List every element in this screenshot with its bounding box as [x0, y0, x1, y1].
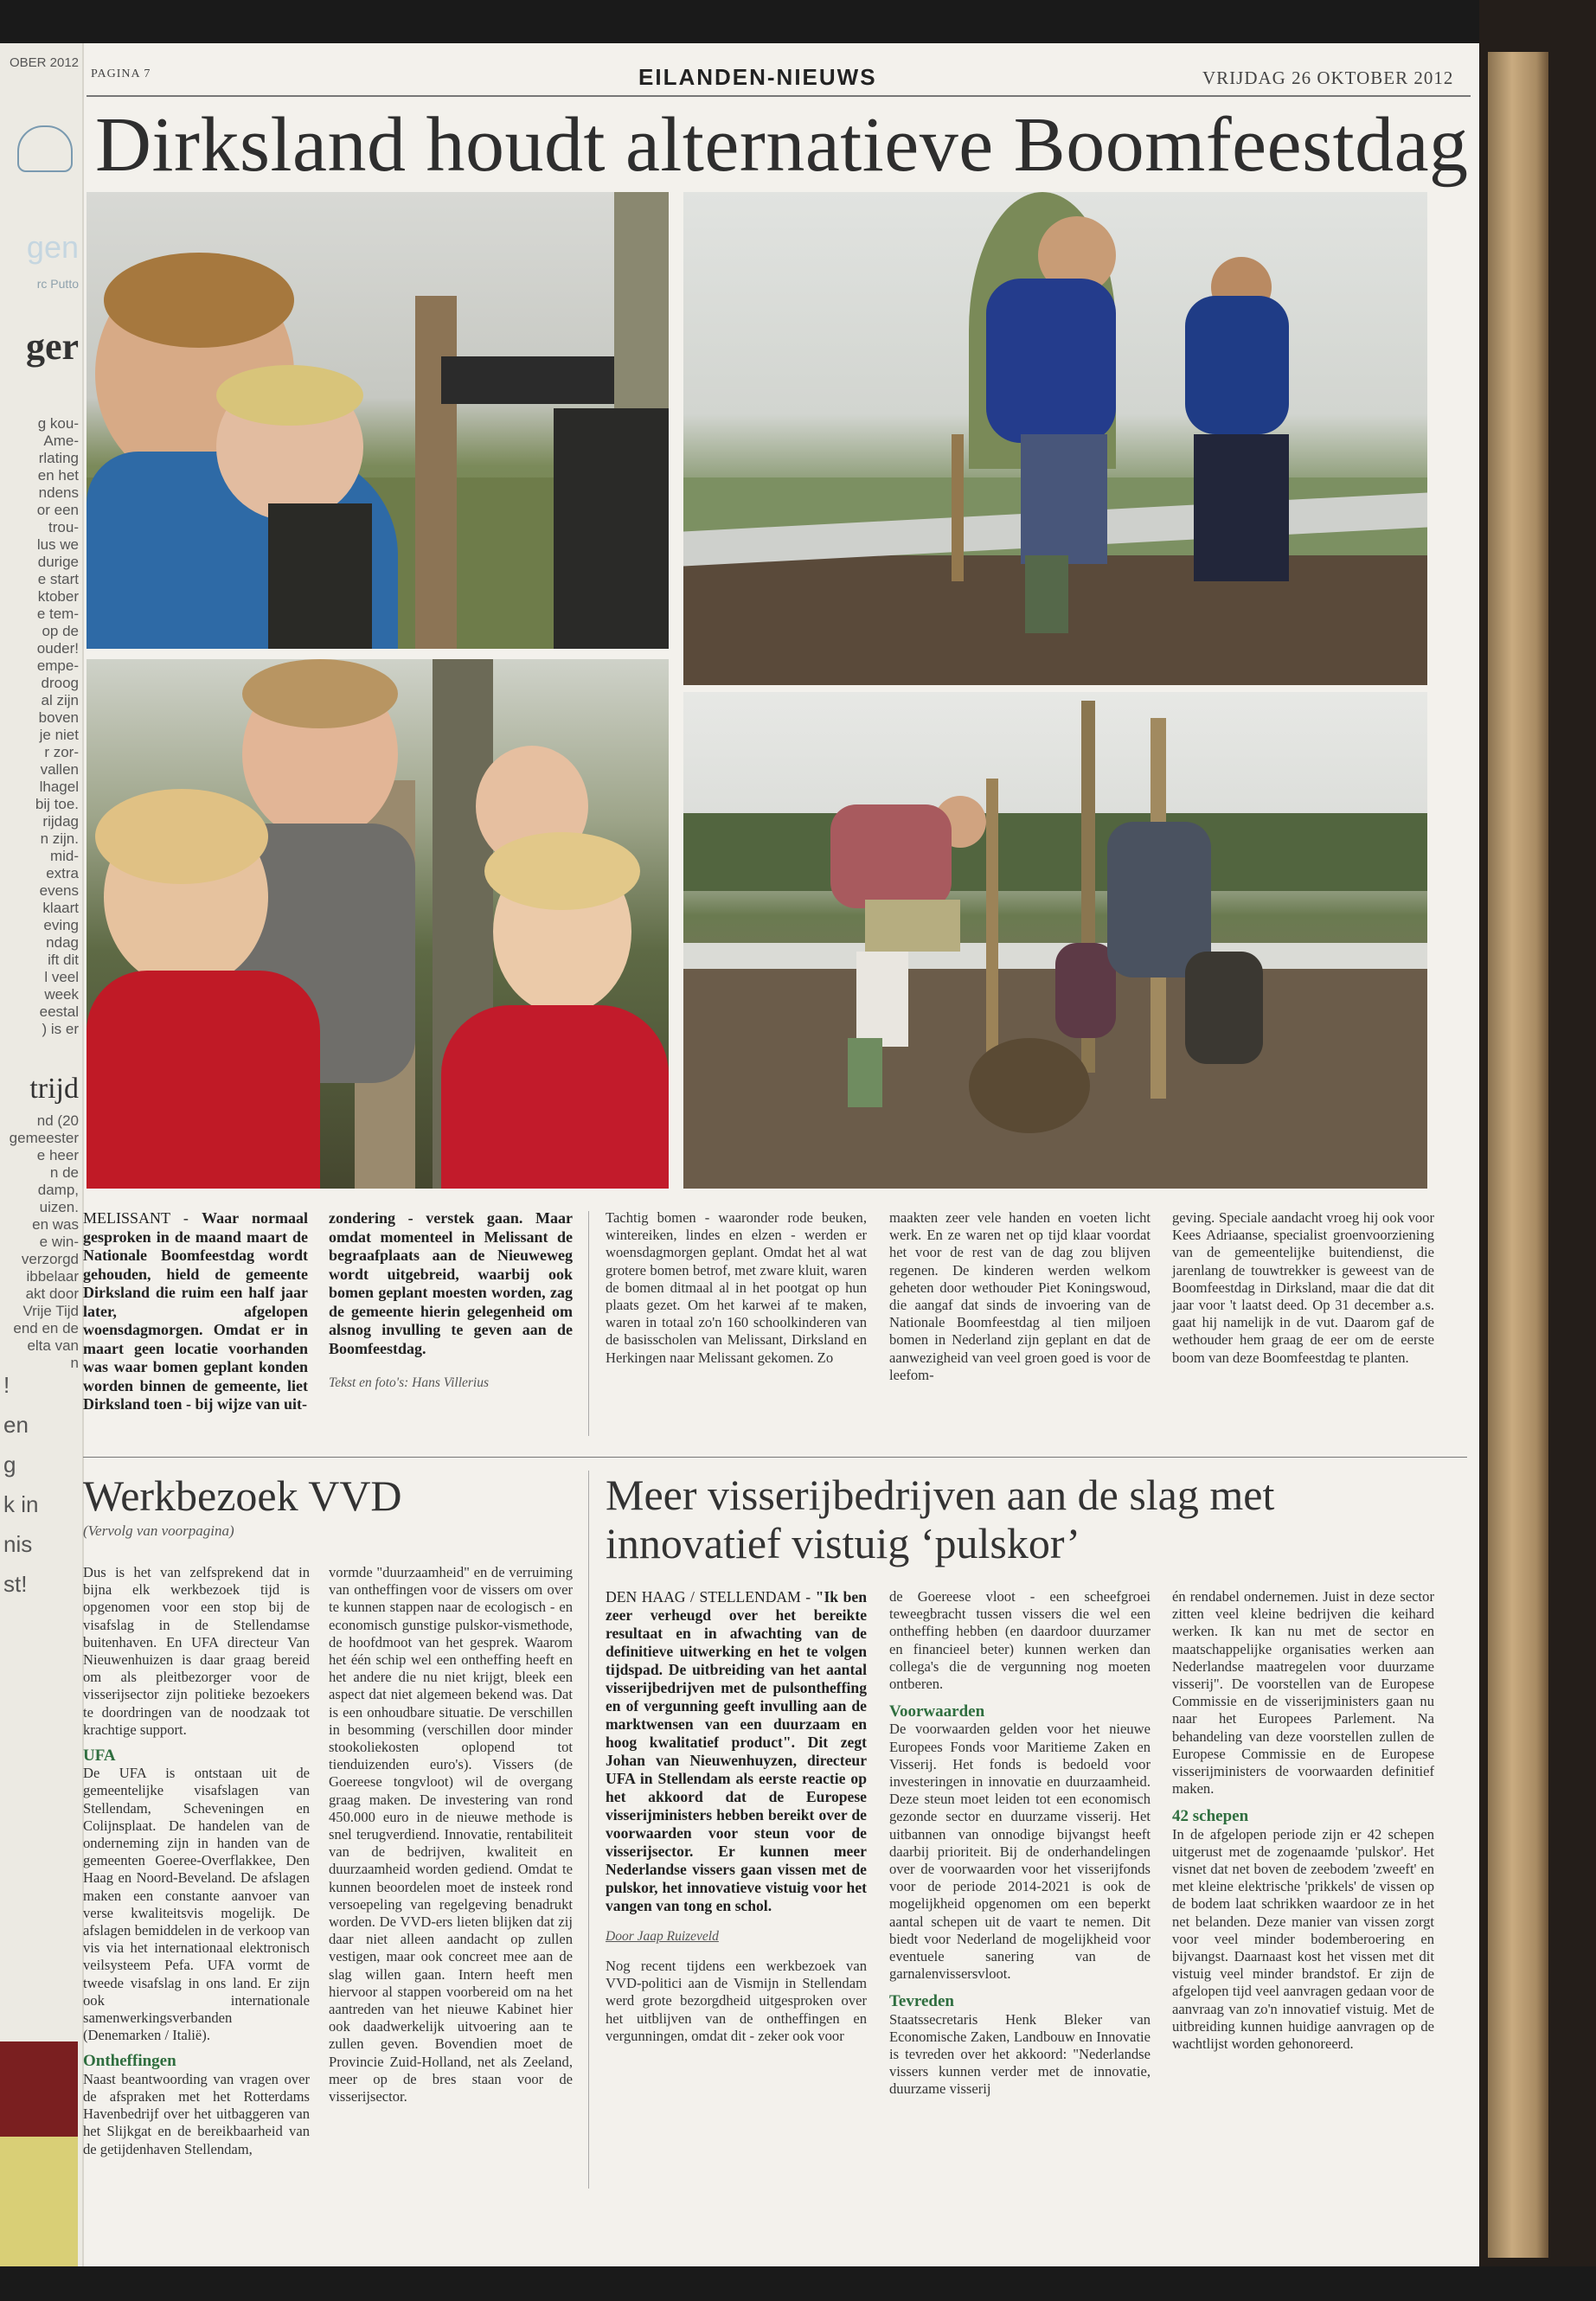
prev-page-line: ibbelaar	[26, 1268, 79, 1285]
prev-page-line: rijdag	[42, 813, 79, 830]
vvd-sub-ontheffingen: Ontheffingen	[83, 2052, 176, 2071]
prev-page-line: r zor-	[44, 744, 79, 760]
prev-page-line: al zijn	[41, 692, 79, 708]
prev-page-line: nd (20	[36, 1112, 79, 1129]
prev-page-line: empe-	[36, 657, 79, 674]
prev-page-line: l veel	[44, 969, 79, 985]
vvd-p1: Dus is het van zelfsprekend dat in bijna elk werkbezoek tijd is opgenomen voor een stop bij de visafslag in de Stellendamse buitenhaven. En UFA directeur Van Nieuwenhuizen is daar graag bereid om als pleitbezorger voor de visserijsector zijn politieke bezoekers te doordringen van de noodzaak tot krachtige support.	[83, 1564, 310, 1738]
vvd-col-1	[83, 1564, 310, 2158]
section-rule	[83, 1457, 1467, 1458]
dateline: MELISSANT -	[83, 1209, 202, 1227]
prev-byline: rc Putto	[36, 277, 79, 291]
lead-text-1: Waar normaal gesproken in de maand maart de Nationale Boomfeestdag wordt gehouden, hield de gemeente Dirksland die ruim een half jaar later, afgelopen woensdagmorgen. Omdat er in maart geen locatie voorhanden was waar bomen geplant konden worden binnen de gemeente, liet Dirksland toen - bij wijze van uit-	[83, 1209, 308, 1413]
prev-page-line: bij toe.	[35, 796, 79, 812]
col-divider	[588, 1211, 589, 1436]
prev-heading: gen	[26, 229, 79, 265]
fishery-sub-42-schepen: 42 schepen	[1172, 1807, 1249, 1826]
prev-page-line: akt door	[25, 1285, 79, 1302]
prev-page-line: boven	[38, 709, 79, 726]
prev-page-line: durige	[37, 554, 79, 570]
prev-page-line: en was	[32, 1216, 79, 1233]
prev-page-line: e tem-	[36, 606, 79, 622]
prev-page-line: evens	[39, 882, 79, 899]
prev-page-line: lus we	[36, 536, 79, 553]
prev-page-line: !	[3, 1372, 10, 1398]
fishery-p2-2: De voorwaarden gelden voor het nieuwe Europees Fonds voor Maritieme Zaken en Visserij. Het fonds is bedoeld voor investeringen in innovatie en duurzaamheid. Deze steun moet leiden tot een economisch gezonde sector en duurzame visserij. Het uitbannen van onnodige bijvangst heeft daarbij prioriteit. Bij de onderhandelingen over de voorwaarden voor het visserijfonds voor de periode 2014-2021 is ook de mogelijkheid opgenomen om een beperkt aantal schepen uit de vaart te nemen. Dit biedt voor Nederland de mogelijkheid voor eventuele sanering van de garnalenvissersvloot.	[889, 1721, 1151, 1983]
prev-page-line: trijd	[29, 1073, 79, 1105]
prev-page-line: trou-	[48, 519, 79, 535]
fishery-title-line-1: Meer visserijbedrijven aan de slag met	[606, 1471, 1275, 1519]
prev-page-line: damp,	[37, 1182, 79, 1198]
cloud-icon	[17, 125, 73, 172]
prev-page-line: eestal	[39, 1003, 79, 1020]
prev-page-line: n de	[49, 1164, 79, 1181]
previous-page-strip	[0, 43, 84, 2266]
photo-boy-with-tree-stake	[87, 192, 669, 649]
prev-page-line: ndens	[38, 484, 79, 501]
prev-page-line: gemeester	[9, 1130, 79, 1146]
vvd-col-2: vormde "duurzaamheid" en de verruiming van ontheffingen voor de vissers om over te kunnen stappen naar de ecologisch - en economisch gunstige pulskor-vismethode, de hoofdmoot van het gesprek. Waarom het één schip wel een ontheffing heeft en het andere die nu niet krijgt, bleek een aspect dat niet algemeen bekend was. Dat is een onhoudbare situatie. De verschillen in besomming (verschillen door minder stookoliekosten oplopend tot tienduizenden euro's). Vissers (de Goereese tongvloot) wil de overgang graag maken. De investering van rond 450.000 euro in de nieuwe methode is snel terugverdiend. Innovatie, rentabiliteit van de bedrijven, kwaliteit en duurzaamheid worden gediend. Omdat te kunnen beoordelen moet de insteek rond versoepeling van regelgeving benadrukt worden. De VVD-ers lieten blijken dat zij daar niet alleen aandacht op zullen vestigen, maar ook concreet mee aan de slag willen gaan. Intern heeft men hiervoor al stappen voorbereid om na het aantreden van het nieuwe Kabinet hier ook daadwerkelijk uitvoering aan te zullen geven. Bovendien moet de Provincie Zuid-Holland, net als Zeeland, meer op de bres staan voor de visserijsector.	[329, 1564, 573, 2106]
main-col-1	[83, 1209, 308, 1414]
prev-page-line: uizen.	[39, 1199, 79, 1215]
prev-page-line: g kou-	[37, 415, 79, 432]
prev-page-line: ndag	[46, 934, 79, 951]
photo-credit: Tekst en foto's: Hans Villerius	[329, 1375, 490, 1390]
prev-page-line: en het	[37, 467, 79, 484]
main-col-4: maakten zeer vele handen en voeten licht werk. En ze waren net op tijd klaar voordat het voor de rest van de dag zou blijven regenen. De kinderen werden welkom geheten door wethouder Piet Koningswoud, die aangaf dat sinds de invoering van de Nationale Boomfeestdag al tien miljoen bomen in Nederland zijn geplant en dat de aanwezigheid van veel groen goed is voor de leefom-	[889, 1209, 1151, 1383]
fishery-title-line-2: innovatief vistuig ‘pulskor’	[606, 1519, 1080, 1567]
prev-page-line: je niet	[39, 727, 79, 743]
prev-page-line: verzorgd	[21, 1251, 79, 1267]
paper-name: EILANDEN-NIEUWS	[638, 64, 877, 90]
prev-page-line: eving	[43, 917, 79, 933]
vvd-sub-ufa: UFA	[83, 1747, 116, 1766]
prev-page-line: ) is er	[42, 1021, 79, 1037]
fishery-p3-1: én rendabel ondernemen. Juist in deze sector zitten veel kleine bedrijven die keihard werken. Ik kan nu met de sector en maatschappelijke organisaties werken aan Nederlandse maatregelen voor duurzame visserij". De voorstellen van de Europese Commissie en de visserijministers gaan nu naar het Europees Parlement. Na behandeling van deze voorstellen zullen de Europese Commissie en de Europese visserijministers de voorwaarden definitief maken.	[1172, 1588, 1434, 1798]
main-col-5: geving. Speciale aandacht vroeg hij ook voor Kees Adriaanse, specialist groenvoorziening van de gemeentelijke buitendienst, die jarenlang de touwtrekker is geweest van de Boomfeestdag in Dirksland, maar die dat dit jaar voor 't laatst deed. Op 31 december a.s. gaat hij namelijk in de vut. Daarom gaf de wethouder hem graag de eer om de eerste boom van deze Boomfeestdag te planten.	[1172, 1209, 1434, 1366]
fishery-credit: Door Jaap Ruizeveld	[606, 1929, 719, 1944]
prev-page-line: g	[3, 1452, 16, 1477]
prev-page-line: e heer	[36, 1147, 79, 1163]
main-headline: Dirksland houdt alternatieve Boomfeestdag	[95, 102, 1469, 188]
scan-border-top	[0, 0, 1596, 43]
binding-spine	[1488, 52, 1548, 2258]
prev-page-line: st!	[3, 1571, 28, 1597]
fishery-col-2	[889, 1588, 1151, 2099]
fishery-sub-tevreden: Tevreden	[889, 1992, 954, 2011]
prev-page-line: e win-	[39, 1234, 79, 1250]
fishery-col-1	[606, 1588, 867, 2045]
vvd-subtitle: (Vervolg van voorpagina)	[83, 1522, 234, 1539]
prev-page-line: elta van	[27, 1337, 79, 1354]
prev-page-line: Ame-	[43, 433, 79, 449]
fishery-col-3	[1172, 1588, 1434, 2053]
fishery-body-1: Nog recent tijdens een werkbezoek van VVD-politici aan de Vismijn in Stellendam werd grote bezorgdheid uitgesproken over het uitblijven van de ontheffingen en vergunningen, omdat dit - zeker ook voor	[606, 1958, 867, 2044]
main-col-3: Tachtig bomen - waaronder rode beuken, wintereiken, lindes en elzen - werden er woensdagmorgen geplant. Omdat het al wat grotere bomen betrof, met zware kluit, waren de bomen ditmaal al in het pootgat op hun plaats gezet. Om het karwei af te maken, waren in totaal zo'n 160 schoolkinderen van de basisscholen van Melissant, Dirksland en Herkingen naar Melissant gekomen. Zo	[606, 1209, 867, 1366]
header-rule	[87, 95, 1471, 97]
prev-page-line: en	[3, 1412, 29, 1438]
prev-ad-yellow	[0, 2137, 78, 2266]
prev-date: OBER 2012	[9, 55, 79, 70]
prev-page-line: k in	[3, 1491, 39, 1517]
fishery-sub-voorwaarden: Voorwaarden	[889, 1702, 985, 1721]
prev-title: ger	[25, 325, 79, 368]
prev-page-line: e start	[37, 571, 79, 587]
main-col-2	[329, 1209, 573, 1393]
prev-page-line: lhagel	[39, 779, 79, 795]
prev-page-line: rlating	[38, 450, 79, 466]
prev-page-line: or een	[36, 502, 79, 518]
prev-page-line: mid-	[49, 848, 79, 864]
prev-page-line: extra	[46, 865, 79, 881]
photo-kids-planting	[683, 692, 1427, 1189]
photo-girls-smiling	[87, 659, 669, 1189]
prev-page-line: Vrije Tijd	[22, 1303, 79, 1319]
prev-page-line: n zijn.	[40, 830, 79, 847]
issue-date: VRIJDAG 26 OKTOBER 2012	[1202, 67, 1454, 88]
lead-text-2: zondering - verstek gaan. Maar omdat momenteel in Melissant de begraafplaats aan de Nieuweweg wordt uitgebreid, waarbij ook bomen geplant moesten worden, zag de gemeente hierin gelegenheid om alsnog invulling te geven aan de Boomfeestdag.	[329, 1209, 573, 1357]
prev-page-line: ktober	[37, 588, 79, 605]
prev-page-line: vallen	[40, 761, 79, 778]
fishery-p2-1: de Goereese vloot - een scheefgroei teweegbracht tussen vissers die wel een ontheffing hebben (en daardoor duurzamer en financieel beter) kunnen werken dan collega's die de vergunning nog moeten ontberen.	[889, 1588, 1151, 1693]
prev-page-line: ouder!	[36, 640, 79, 657]
prev-page-line: klaart	[42, 900, 79, 916]
vvd-title: Werkbezoek VVD	[83, 1471, 402, 1520]
prev-ad-red	[0, 2041, 78, 2137]
vvd-p2: De UFA is ontstaan uit de gemeentelijke visafslagen van Stellendam, Scheveningen en Colijnsplaat. De handelen van de onderneming zijn in handen van de gemeenten Goeree-Overflakkee, Den Haag en Noord-Beveland. De afslagen maken een constante aanvoer van verse kwaliteitsvis mogelijk. De afslagen bemiddelen in de verkoop van vis via het internationaal elektronisch veilsysteem Pefa. UFA vormt de tweede visafslag in ons land. Er zijn ook internationale samenwerkingsverbanden (Denemarken / Italië).	[83, 1765, 310, 2044]
col-divider	[588, 1471, 589, 2189]
vvd-p3: Naast beantwoording van vragen over de afspraken met het Rotterdams Havenbedrijf over het uitbaggeren van het Slijkgat en de bereikbaarheid van de getijdenhaven Stellendam,	[83, 2070, 310, 2157]
prev-page-line: droog	[41, 675, 79, 691]
prev-page-line: n	[70, 1355, 79, 1371]
fishery-p3-2: In de afgelopen periode zijn er 42 schepen uitgerust met de zogenaamde 'pulskor'. Het visnet dat net boven de zeebodem 'zweeft' en met kleine elektrische 'prikkels' de vissen op de bodem laat schrikken waardoor ze in het net belanden. Deze manier van vissen zorgt voor veel minder bodemberoering en bijvangst. Daarnaast kost het vissen met dit vistuig veel minder brandstof. Er zijn de afgelopen tijd veel aanvragen gedaan voor de aanvraag van zo'n innovatief vistuig. Met de uitbreiding kunnen huidige aanvragen op de wachtlijst worden gehonoreerd.	[1172, 1825, 1434, 2053]
fishery-lead: "Ik ben zeer verheugd over het bereikte resultaat en in afwachting van de definitieve uitwerking en het te volgen tijdspad. De uitbreiding van het aantal visserijbedrijven met de pulsontheffing en of vergunning geeft invulling aan de marktwensen van een duurzaam en hoog kwalitatief product". Dit zegt Johan van Nieuwenhuyzen, directeur UFA in Stellendam als eerste reactie op het akkoord dat de Europese visserijministers hebben bereikt over de voorwaarden voor steun voor de visserijsector. Er kunnen meer Nederlandse vissers gaan vissen met de pulskor, het innovatieve vistuig voor het vangen van tong en schol.	[606, 1588, 867, 1914]
prev-page-line: week	[44, 986, 79, 1003]
fishery-dateline: DEN HAAG / STELLENDAM -	[606, 1588, 816, 1606]
prev-page-line: nis	[3, 1531, 33, 1557]
prev-page-line: end en de	[13, 1320, 79, 1336]
prev-page-line: ift dit	[48, 952, 79, 968]
fishery-p2-3: Staatssecretaris Henk Bleker van Economische Zaken, Landbouw en Innovatie is tevreden over het akkoord: "Nederlandse vissers kunnen verder met de innovatie, duurzame visserij	[889, 2010, 1151, 2098]
scan-border-bottom	[0, 2266, 1596, 2301]
photo-kids-digging	[683, 192, 1427, 685]
prev-page-line: op de	[42, 623, 79, 639]
page-label: PAGINA 7	[91, 67, 151, 80]
fishery-title	[606, 1471, 1274, 1567]
